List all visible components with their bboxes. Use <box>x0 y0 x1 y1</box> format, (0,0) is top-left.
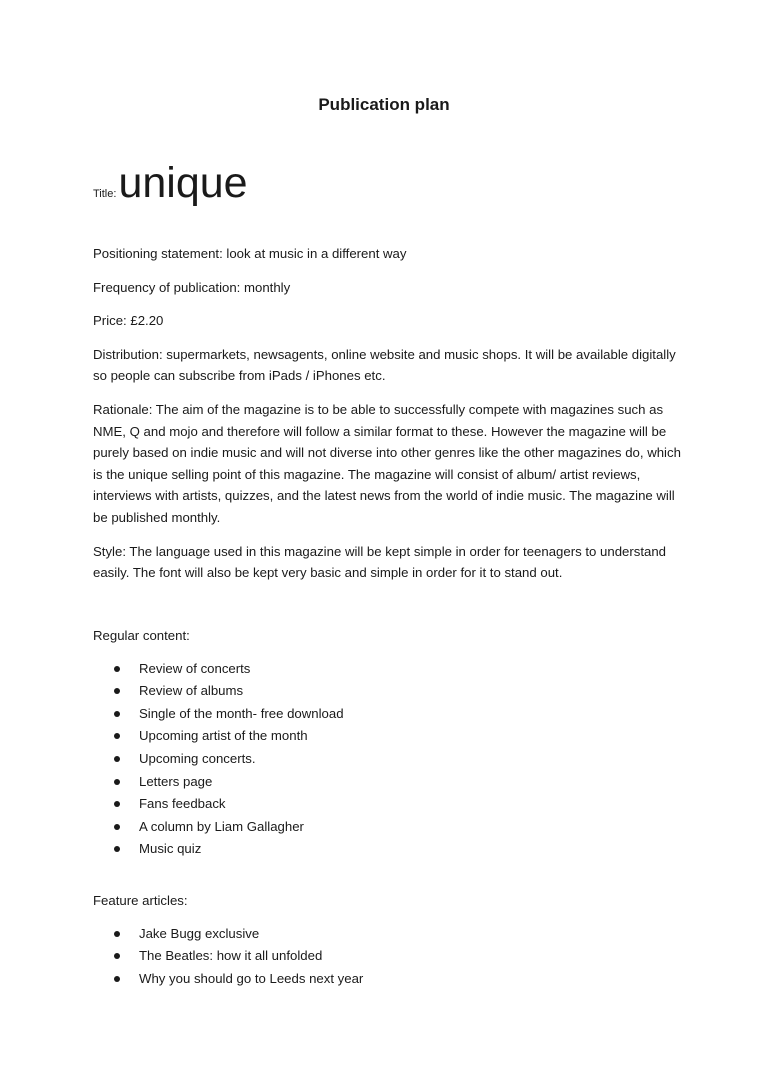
list-item: Why you should go to Leeds next year <box>93 968 683 991</box>
regular-content-heading: Regular content: <box>93 628 190 643</box>
bullet-icon <box>114 779 120 785</box>
frequency-of-publication: Frequency of publication: monthly <box>93 279 291 295</box>
feature-articles-list <box>93 923 683 991</box>
feature-articles-section <box>93 890 683 990</box>
distribution: Distribution: supermarkets, newsagents, online website and music shops. It will be available digitally so people can subscribe from iPads / iPhones etc. <box>93 346 676 384</box>
regular-content-section <box>93 625 683 861</box>
feature-articles-heading: Feature articles: <box>93 893 188 908</box>
bullet-icon <box>114 756 120 762</box>
bullet-icon <box>114 824 120 830</box>
magazine-title-line <box>93 158 248 208</box>
bullet-icon <box>114 953 120 959</box>
title-label: Title: <box>93 188 117 200</box>
bullet-icon <box>114 733 120 739</box>
bullet-icon <box>114 846 120 852</box>
list-item: Upcoming concerts. <box>93 748 683 771</box>
bullet-icon <box>114 801 120 807</box>
list-item: Fans feedback <box>93 793 683 816</box>
list-item: Upcoming artist of the month <box>93 725 683 748</box>
bullet-icon <box>114 976 120 982</box>
page-title: Publication plan <box>318 95 450 114</box>
bullet-icon <box>114 688 120 694</box>
bullet-icon <box>114 931 120 937</box>
list-item: The Beatles: how it all unfolded <box>93 945 683 968</box>
list-item: A column by Liam Gallagher <box>93 816 683 839</box>
list-item: Letters page <box>93 771 683 794</box>
bullet-icon <box>114 711 120 717</box>
list-item: Review of albums <box>93 680 683 703</box>
magazine-title: unique <box>118 159 248 207</box>
bullet-icon <box>114 666 120 672</box>
document-body <box>93 243 683 596</box>
price: Price: £2.20 <box>93 313 164 329</box>
list-item: Jake Bugg exclusive <box>93 923 683 946</box>
positioning-statement: Positioning statement: look at music in a different way <box>93 246 407 261</box>
style: Style: The language used in this magazine will be kept simple in order for teenagers to understand easily. The font will also be kept very basic and simple in order for it to stand out. <box>93 543 667 581</box>
list-item: Review of concerts <box>93 658 683 681</box>
rationale: Rationale: The aim of the magazine is to be able to successfully compete with magazines such as NME, Q and mojo and therefore will follow a similar format to these. However the magazine will be purely based on indie music and will not diverse into other genres like the other magazines do, which is the unique selling point of this magazine. The magazine will consist of album/ artist reviews, interviews with artists, quizzes, and the latest news from the world of indie music. The magazine will be published monthly. <box>93 401 681 525</box>
list-item: Music quiz <box>93 838 683 861</box>
list-item: Single of the month- free download <box>93 703 683 726</box>
regular-content-list <box>93 658 683 861</box>
